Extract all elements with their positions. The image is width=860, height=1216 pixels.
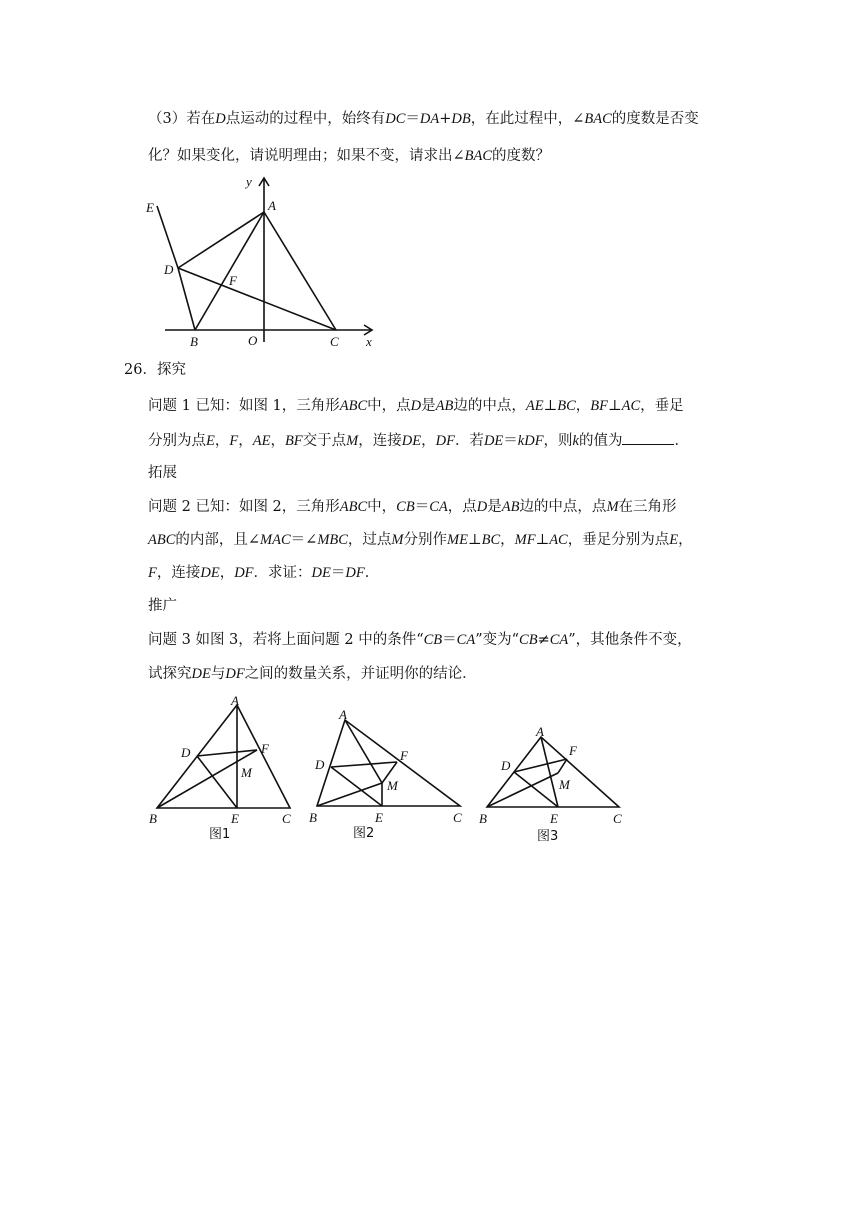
text: 的度数？ bbox=[492, 148, 551, 164]
text: ⊥ bbox=[535, 532, 550, 548]
label-C: C bbox=[613, 811, 622, 826]
q26-p2-line-1 bbox=[148, 497, 677, 517]
var: MBC bbox=[317, 532, 348, 548]
var: CB bbox=[423, 632, 443, 648]
var: DE bbox=[483, 433, 504, 449]
text: ＝∠ bbox=[290, 532, 318, 548]
figure-caption: 图1 bbox=[209, 827, 231, 842]
var: F bbox=[229, 433, 239, 449]
q26-p1-line-2 bbox=[148, 430, 689, 451]
label-C: C bbox=[453, 810, 462, 825]
text: 是 bbox=[487, 499, 502, 515]
var: DE bbox=[200, 565, 220, 581]
text: + bbox=[439, 111, 452, 127]
segment-ED bbox=[157, 206, 178, 268]
label-A: A bbox=[536, 724, 544, 739]
label-D: D bbox=[164, 262, 174, 277]
text: ＝ bbox=[330, 565, 346, 581]
label-D: D bbox=[501, 758, 511, 773]
text: 与 bbox=[210, 666, 226, 682]
var: CB bbox=[519, 632, 538, 648]
text: ， bbox=[500, 532, 515, 548]
label-E: E bbox=[375, 810, 383, 825]
text: 的度数是否变 bbox=[611, 111, 699, 127]
var: F bbox=[148, 565, 157, 581]
label-M: M bbox=[559, 777, 570, 792]
var: BC bbox=[481, 532, 501, 548]
var: AC bbox=[621, 398, 641, 414]
figure-2 bbox=[305, 703, 475, 843]
text: ．若 bbox=[454, 433, 484, 449]
var: E bbox=[669, 532, 679, 548]
label-D: D bbox=[181, 745, 191, 760]
segment-BA bbox=[195, 212, 264, 330]
answer-blank[interactable] bbox=[622, 430, 674, 445]
heading-general bbox=[148, 596, 177, 616]
text: ．求证： bbox=[253, 565, 312, 581]
text: 问题 1 已知：如图 1，三角形 bbox=[148, 398, 340, 414]
segment-AC bbox=[264, 212, 336, 330]
q26-p2-line-2 bbox=[148, 530, 693, 550]
var: DA bbox=[419, 111, 440, 127]
var: DB bbox=[451, 111, 471, 127]
text: ， bbox=[575, 398, 591, 414]
text: 边的中点， bbox=[453, 398, 526, 414]
text: ， bbox=[214, 433, 230, 449]
var: DE bbox=[401, 433, 422, 449]
text: ＝ bbox=[414, 499, 430, 515]
var: M bbox=[346, 433, 359, 449]
var: D bbox=[215, 111, 226, 127]
var: ABC bbox=[339, 499, 368, 515]
text: 化？如果变化，请说明理由；如果不变，请求出∠ bbox=[148, 148, 465, 164]
figure-3 bbox=[475, 723, 630, 845]
label-D: D bbox=[315, 757, 325, 772]
var: ME bbox=[447, 532, 468, 548]
label-B: B bbox=[149, 811, 157, 826]
segment-DC bbox=[178, 268, 336, 330]
label-M: M bbox=[241, 765, 252, 780]
var: kDF bbox=[517, 433, 544, 449]
label-A: A bbox=[268, 198, 276, 213]
var: M bbox=[391, 532, 404, 548]
label-F: F bbox=[400, 748, 408, 763]
var: AE bbox=[252, 433, 271, 449]
q26-p2-line-3 bbox=[148, 563, 379, 583]
text: 试探究 bbox=[148, 666, 192, 682]
var: BC bbox=[557, 398, 576, 414]
q3-line-2 bbox=[148, 146, 550, 166]
text: ＝ bbox=[503, 433, 518, 449]
text: ，过点 bbox=[347, 532, 392, 548]
var: D bbox=[410, 398, 422, 414]
question-number: 26．探究 bbox=[124, 362, 186, 378]
segment-AM bbox=[345, 720, 382, 783]
figure-caption: 图3 bbox=[537, 829, 559, 844]
text: 问题 3 如图 3，若将上面问题 2 中的条件“ bbox=[148, 632, 424, 648]
triangle-ABC bbox=[157, 705, 290, 808]
label-x: x bbox=[366, 334, 372, 349]
text: 的内部，且∠ bbox=[175, 532, 261, 548]
text: ，点 bbox=[447, 499, 477, 515]
segment-DF bbox=[331, 762, 397, 767]
var: AB bbox=[501, 499, 520, 515]
var: DF bbox=[435, 433, 455, 449]
label-F: F bbox=[261, 741, 269, 756]
label-E: E bbox=[550, 811, 558, 826]
text: ≠ bbox=[537, 632, 550, 648]
var: k bbox=[572, 433, 579, 449]
text: ， bbox=[270, 433, 285, 449]
label-F: F bbox=[569, 743, 577, 758]
text: ． bbox=[674, 433, 689, 449]
var: BF bbox=[284, 433, 303, 449]
var: D bbox=[476, 499, 488, 515]
text: ⊥ bbox=[607, 398, 622, 414]
text: 边的中点，点 bbox=[519, 499, 607, 515]
label-O: O bbox=[248, 333, 258, 348]
segment-DB bbox=[178, 268, 195, 330]
coordinate-figure bbox=[140, 170, 380, 355]
var: BAC bbox=[464, 148, 493, 164]
label-A: A bbox=[339, 707, 347, 722]
text: 交于点 bbox=[302, 433, 347, 449]
var: MF bbox=[514, 532, 536, 548]
var: CB bbox=[396, 499, 415, 515]
text: ”，其他条件不变， bbox=[568, 632, 692, 648]
heading-extend bbox=[148, 463, 177, 483]
text: 中， bbox=[367, 499, 397, 515]
var: ABC bbox=[148, 532, 176, 548]
text: 点运动的过程中，始终有 bbox=[225, 111, 386, 127]
label-E: E bbox=[146, 200, 154, 215]
var: DF bbox=[345, 565, 365, 581]
var: MAC bbox=[260, 532, 291, 548]
text: ＝ bbox=[405, 111, 420, 127]
text: ，在此过程中，∠ bbox=[470, 111, 585, 127]
label-M: M bbox=[387, 778, 398, 793]
text: ，垂足分别为点 bbox=[567, 532, 670, 548]
text: 的值为 bbox=[578, 433, 623, 449]
label-B: B bbox=[190, 334, 198, 349]
text: ， bbox=[421, 433, 436, 449]
text: ． bbox=[364, 565, 380, 581]
segment-BM bbox=[317, 783, 382, 806]
text: ， bbox=[678, 532, 693, 548]
text: ，连接 bbox=[358, 433, 402, 449]
text: ⊥ bbox=[467, 532, 482, 548]
var: E bbox=[206, 433, 215, 449]
q26-p1-line-1 bbox=[148, 396, 684, 416]
var: DE bbox=[191, 666, 211, 682]
segment-DA bbox=[178, 212, 264, 268]
label-F: F bbox=[229, 273, 237, 288]
text: 分别作 bbox=[403, 532, 448, 548]
q26-p3-line-2 bbox=[148, 664, 477, 684]
label-E: E bbox=[231, 811, 239, 826]
var: M bbox=[606, 499, 619, 515]
text: ⊥ bbox=[543, 398, 558, 414]
text: ，垂足 bbox=[640, 398, 684, 414]
var: DF bbox=[234, 565, 254, 581]
text: ＝ bbox=[442, 632, 457, 648]
var: BAC bbox=[584, 111, 612, 127]
text: 中，点 bbox=[367, 398, 411, 414]
figure-caption: 图2 bbox=[353, 826, 375, 841]
label-C: C bbox=[282, 811, 291, 826]
q3-line-1 bbox=[148, 109, 699, 129]
text: ， bbox=[238, 433, 253, 449]
var: AE bbox=[525, 398, 544, 414]
var: ABC bbox=[339, 398, 368, 414]
var: DC bbox=[385, 111, 406, 127]
q26-p3-line-1 bbox=[148, 630, 692, 650]
label-B: B bbox=[309, 810, 317, 825]
text: 在三角形 bbox=[618, 499, 677, 515]
var: CA bbox=[549, 632, 569, 648]
var: AC bbox=[549, 532, 568, 548]
var: AB bbox=[435, 398, 454, 414]
text: ，则 bbox=[543, 433, 573, 449]
text: ，连接 bbox=[156, 565, 201, 581]
text: ， bbox=[219, 565, 235, 581]
text: 问题 2 已知：如图 2，三角形 bbox=[148, 499, 340, 515]
label-A: A bbox=[231, 693, 239, 708]
var: BF bbox=[590, 398, 608, 414]
var: CA bbox=[429, 499, 448, 515]
text: 分别为点 bbox=[148, 433, 206, 449]
text: 是 bbox=[421, 398, 436, 414]
label-B: B bbox=[479, 811, 487, 826]
text: 推广 bbox=[148, 598, 177, 614]
q26-title bbox=[124, 360, 186, 380]
text: （3）若在 bbox=[148, 111, 216, 127]
var: DE bbox=[311, 565, 331, 581]
text: 之间的数量关系，并证明你的结论． bbox=[244, 666, 477, 682]
text: ”变为“ bbox=[475, 632, 520, 648]
text: 拓展 bbox=[148, 465, 177, 481]
figure-1 bbox=[145, 693, 305, 843]
label-y: y bbox=[246, 174, 252, 189]
var: DF bbox=[225, 666, 245, 682]
label-C: C bbox=[330, 334, 339, 349]
var: CA bbox=[456, 632, 476, 648]
